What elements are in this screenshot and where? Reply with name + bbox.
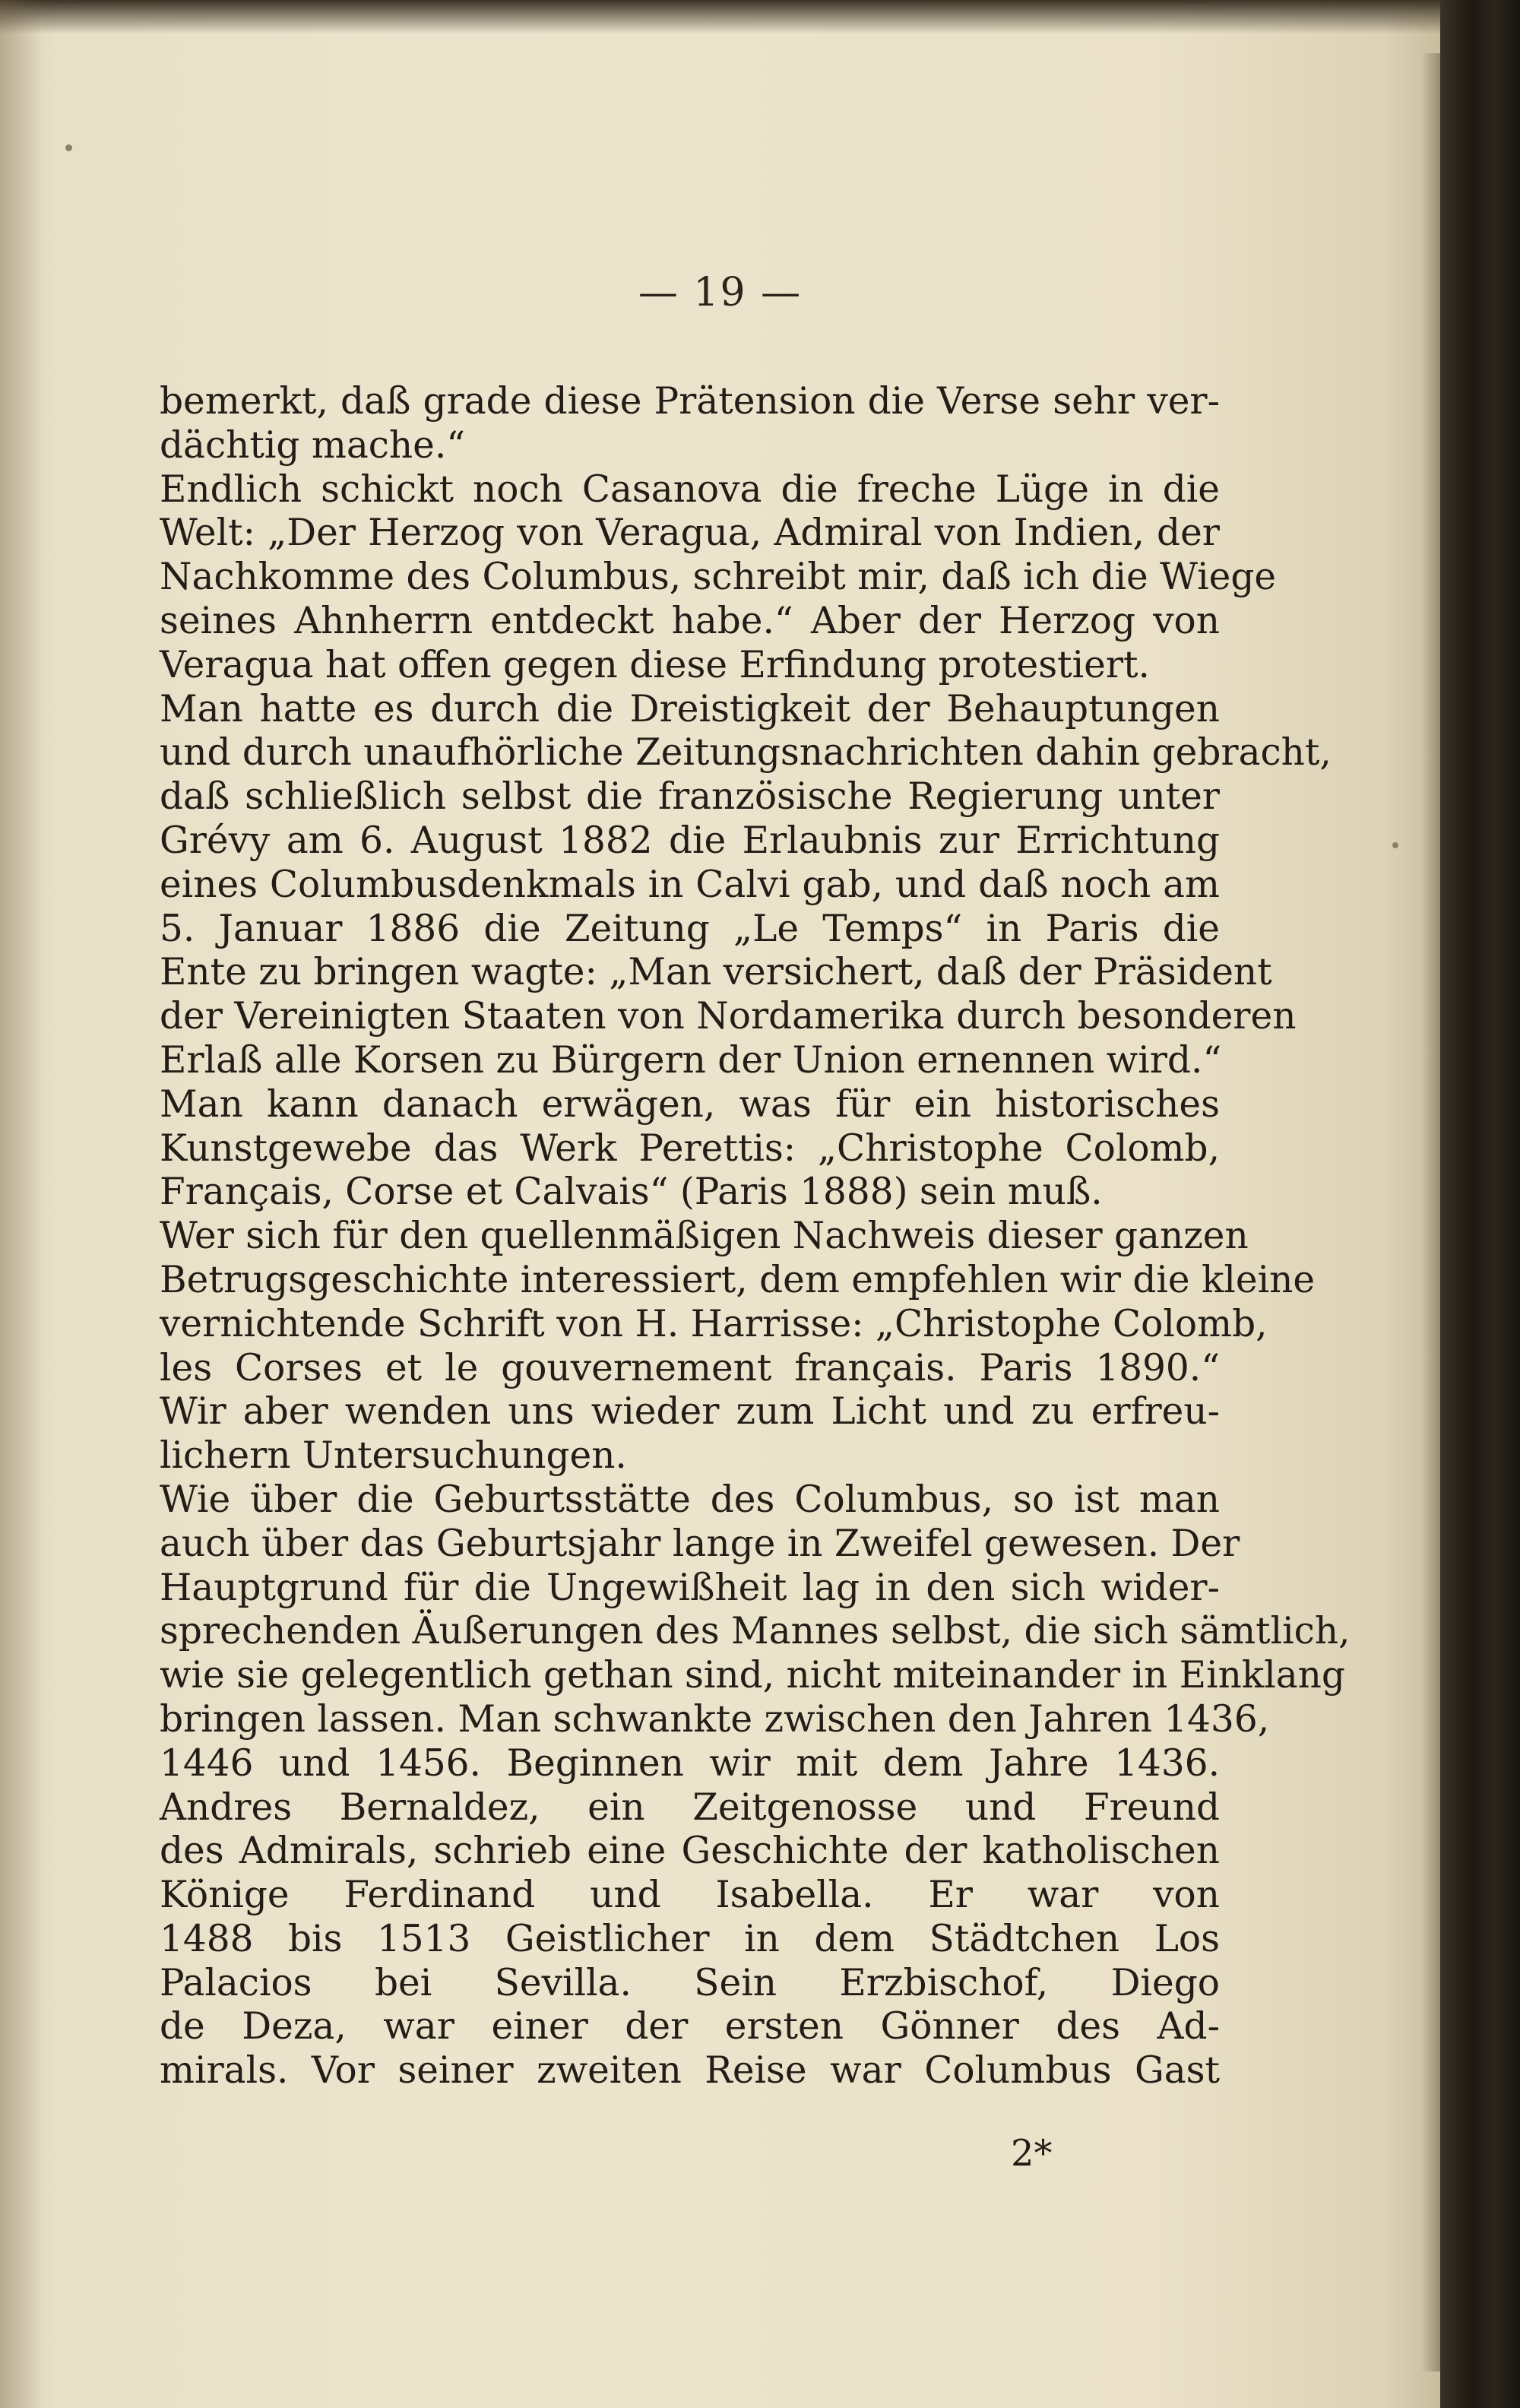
- text-line: des Admirals, schrieb eine Geschichte der katholischen: [160, 1830, 1220, 1873]
- text-line: Man hatte es durch die Dreistigkeit der Behauptungen: [160, 687, 1220, 730]
- text-line: Man kann danach erwägen, was für ein historisches: [160, 1082, 1220, 1126]
- text-line: Endlich schickt noch Casanova die freche Lüge in die: [160, 467, 1220, 511]
- text-line: Ente zu bringen wagte: „Man versichert, daß der Präsident: [160, 951, 1272, 994]
- text-line: les Corses et le gouvernement français. Paris 1890.“: [160, 1346, 1220, 1389]
- gutter-shade: [0, 0, 42, 2408]
- text-line: Wie über die Geburtsstätte des Columbus, so ist man: [160, 1478, 1220, 1521]
- top-shadow: [0, 0, 1440, 34]
- page-edge-shadow: [1421, 53, 1440, 2372]
- text-line: Wir aber wenden uns wieder zum Licht und zu erfreu-: [160, 1390, 1220, 1434]
- text-line: seines Ahnherrn entdeckt habe.“ Aber der Herzog von: [160, 599, 1220, 642]
- text-line: bringen lassen. Man schwankte zwischen den Jahren 1436,: [160, 1697, 1270, 1741]
- text-line: Grévy am 6. August 1882 die Erlaubnis zur Errichtung: [160, 819, 1220, 862]
- text-line: Wer sich für den quellenmäßigen Nachweis dieser ganzen: [160, 1215, 1249, 1258]
- paper-speck: [65, 144, 72, 151]
- page-number: — 19 —: [638, 270, 803, 315]
- text-line: dächtig mache.“: [160, 423, 466, 467]
- text-line: Erlaß alle Korsen zu Bürgern der Union ernennen wird.“: [160, 1038, 1222, 1082]
- text-line: Betrugsgeschichte interessiert, dem empfehlen wir die kleine: [160, 1258, 1316, 1301]
- body-text: [160, 380, 1351, 2093]
- text-line: auch über das Geburtsjahr lange in Zweifel gewesen. Der: [160, 1522, 1240, 1565]
- book-cover-edge: [1440, 0, 1520, 2408]
- text-line: wie sie gelegentlich gethan sind, nicht miteinander in Einklang: [160, 1654, 1345, 1697]
- paper-speck: [1392, 842, 1398, 848]
- text-line: Andres Bernaldez, ein Zeitgenosse und Freund: [160, 1785, 1220, 1829]
- text-line: Français, Corse et Calvais“ (Paris 1888) sein muß.: [160, 1171, 1103, 1214]
- text-line: 5. Januar 1886 die Zeitung „Le Temps“ in Paris die: [160, 907, 1220, 950]
- text-line: lichern Untersuchungen.: [160, 1434, 627, 1478]
- text-line: 1488 bis 1513 Geistlicher in dem Städtchen Los: [160, 1917, 1220, 1960]
- text-line: Welt: „Der Herzog von Veragua, Admiral von Indien, der: [160, 512, 1220, 555]
- text-line: de Deza, war einer der ersten Gönner des Ad-: [160, 2005, 1220, 2048]
- text-line: 1446 und 1456. Beginnen wir mit dem Jahre 1436.: [160, 1741, 1220, 1785]
- text-line: mirals. Vor seiner zweiten Reise war Columbus Gast: [160, 2049, 1220, 2093]
- text-line: bemerkt, daß grade diese Prätension die Verse sehr ver-: [160, 380, 1220, 423]
- text-line: Nachkomme des Columbus, schreibt mir, daß ich die Wiege: [160, 556, 1277, 599]
- text-line: Kunstgewebe das Werk Perettis: „Christophe Colomb,: [160, 1126, 1220, 1170]
- text-line: daß schließlich selbst die französische Regierung unter: [160, 775, 1220, 819]
- text-line: und durch unaufhörliche Zeitungsnachrichten dahin gebracht,: [160, 731, 1332, 775]
- printer-signature: 2*: [1011, 2132, 1053, 2175]
- text-line: eines Columbusdenkmals in Calvi gab, und daß noch am: [160, 863, 1220, 906]
- text-line: Hauptgrund für die Ungewißheit lag in den sich wider-: [160, 1566, 1220, 1609]
- text-line: der Vereinigten Staaten von Nordamerika durch besonderen: [160, 995, 1297, 1038]
- text-line: Palacios bei Sevilla. Sein Erzbischof, Diego: [160, 1961, 1220, 2004]
- text-line: Veragua hat offen gegen diese Erfindung protestiert.: [160, 643, 1150, 686]
- text-line: sprechenden Äußerungen des Mannes selbst, die sich sämtlich,: [160, 1610, 1351, 1653]
- text-line: Könige Ferdinand und Isabella. Er war von: [160, 1874, 1220, 1917]
- text-line: vernichtende Schrift von H. Harrisse: „Christophe Colomb,: [160, 1302, 1268, 1345]
